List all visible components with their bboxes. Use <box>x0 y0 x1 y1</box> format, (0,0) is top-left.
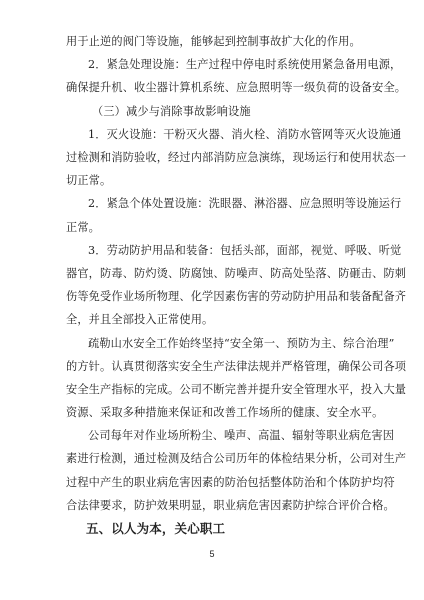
text-line: 2．紧急个体处置设施：洗眼器、淋浴器、应急照明等设施运行 <box>88 197 402 211</box>
text-line: 安全生产指标的完成。公司不断完善并提升安全管理水平，投入大量 <box>66 382 407 396</box>
page-number: 5 <box>209 549 215 559</box>
text-line: 器官，防毒、防灼烫、防腐蚀、防噪声、防高处坠落、防砸击、防刺 <box>66 266 407 280</box>
text-line: 资源、采取多种措施来保证和改善工作场所的健康、安全水平。 <box>66 406 384 419</box>
text-line: 3．劳动防护用品和装备：包括头部，面部，视觉、呼吸、听觉 <box>88 243 402 257</box>
chapter-heading: 五、以人为本，关心职工 <box>86 521 226 536</box>
text-line: 疏勒山水安全工作始终坚持“安全第一、预防为主、综合治理” <box>88 336 395 350</box>
text-line: 合法律要求，防护效果明显，职业病危害因素防护综合评价合格。 <box>66 498 395 512</box>
text-line: 全，并且全部投入正常使用。 <box>66 313 214 327</box>
section-heading: （三）减少与消除事故影响设施 <box>92 104 251 118</box>
text-line: 的方针。认真贯彻落实安全生产法律法规并严格管理，确保公司各项 <box>66 359 407 373</box>
text-line: 伤等免受作业场所物理、化学因素伤害的劳动防护用品和装备配备齐 <box>66 290 407 304</box>
text-line: 过检测和消防验收，经过内部消防应急演练，现场运行和使用状态一 <box>66 151 407 164</box>
text-line: 确保提升机、收尘器计算机系统、应急照明等一级负荷的设备安全。 <box>66 81 407 95</box>
text-line: 切正常。 <box>66 174 112 188</box>
text-line: 过程中产生的职业病危害因素的防治包括整体防治和个体防护均符 <box>66 475 395 489</box>
text-line: 1．灭火设施：干粉灭火器、消火栓、消防水管网等灭火设施通 <box>88 127 402 141</box>
text-line: 公司每年对作业场所粉尘、噪声、高温、辐射等职业病危害因 <box>88 429 395 443</box>
text-line: 正常。 <box>66 220 101 234</box>
text-line: 2．紧急处理设施：生产过程中停电时系统使用紧急备用电源， <box>88 58 402 72</box>
text-line: 素进行检测，通过检测及结合公司历年的体检结果分析，公司对生产 <box>66 452 407 466</box>
text-line: 用于止逆的阀门等设施，能够起到控制事故扩大化的作用。 <box>66 35 361 48</box>
